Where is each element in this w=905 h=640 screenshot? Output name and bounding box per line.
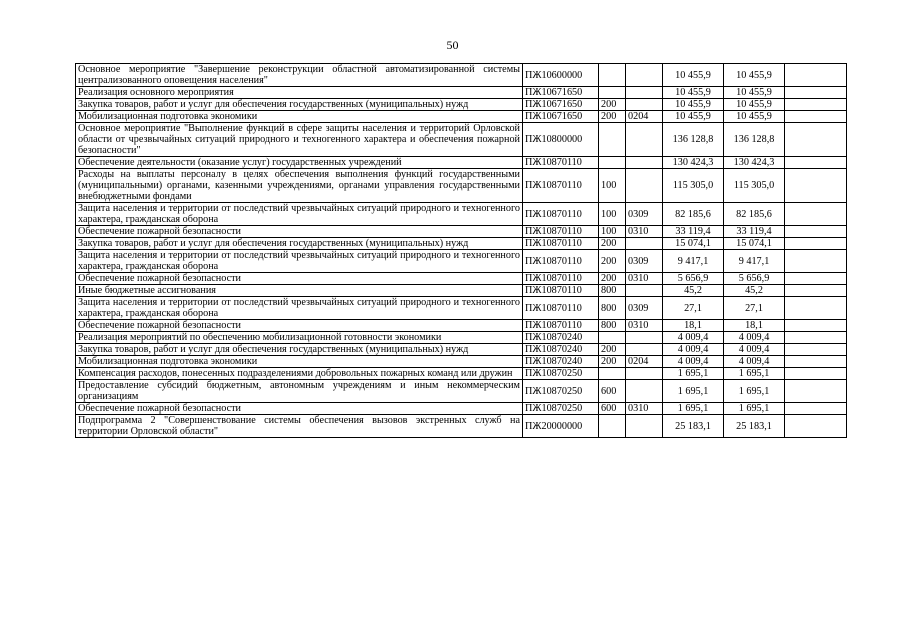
cell-a: 10 455,9 — [663, 99, 724, 111]
cell-name: Компенсация расходов, понесенных подразделениями добровольных пожарных команд или дружин — [76, 368, 523, 380]
cell-b: 136 128,8 — [724, 123, 785, 157]
cell-rz — [626, 99, 663, 111]
cell-vr: 100 — [599, 226, 626, 238]
cell-a: 27,1 — [663, 297, 724, 320]
table-row — [76, 285, 847, 297]
cell-name: Иные бюджетные ассигнования — [76, 285, 523, 297]
cell-name: Мобилизационная подготовка экономики — [76, 111, 523, 123]
cell-name: Защита населения и территории от последствий чрезвычайных ситуаций природного и техногенного характера, гражданская оборона — [76, 250, 523, 273]
cell-code: ПЖ10870110 — [523, 226, 599, 238]
cell-b: 27,1 — [724, 297, 785, 320]
table-row — [76, 273, 847, 285]
cell-a: 4 009,4 — [663, 344, 724, 356]
cell-a: 82 185,6 — [663, 203, 724, 226]
cell-vr: 100 — [599, 203, 626, 226]
cell-code: ПЖ10870110 — [523, 285, 599, 297]
empty-cell — [785, 250, 847, 273]
cell-b: 130 424,3 — [724, 157, 785, 169]
cell-code: ПЖ10800000 — [523, 123, 599, 157]
table-row — [76, 169, 847, 203]
empty-cell — [785, 285, 847, 297]
cell-a: 115 305,0 — [663, 169, 724, 203]
cell-b: 10 455,9 — [724, 111, 785, 123]
cell-a: 25 183,1 — [663, 415, 724, 438]
cell-name: Обеспечение пожарной безопасности — [76, 320, 523, 332]
cell-name: Защита населения и территории от последствий чрезвычайных ситуаций природного и техногенного характера, гражданская оборона — [76, 203, 523, 226]
cell-a: 18,1 — [663, 320, 724, 332]
cell-a: 10 455,9 — [663, 64, 724, 87]
cell-name: Обеспечение пожарной безопасности — [76, 403, 523, 415]
cell-code: ПЖ10870110 — [523, 250, 599, 273]
cell-code: ПЖ20000000 — [523, 415, 599, 438]
cell-vr: 200 — [599, 250, 626, 273]
budget-table-body — [76, 64, 847, 438]
cell-name: Закупка товаров, работ и услуг для обеспечения государственных (муниципальных) нужд — [76, 344, 523, 356]
table-row — [76, 87, 847, 99]
budget-table — [75, 63, 847, 438]
cell-vr: 200 — [599, 238, 626, 250]
cell-b: 4 009,4 — [724, 332, 785, 344]
empty-cell — [785, 169, 847, 203]
cell-a: 4 009,4 — [663, 356, 724, 368]
cell-b: 82 185,6 — [724, 203, 785, 226]
table-row — [76, 250, 847, 273]
cell-name: Расходы на выплаты персоналу в целях обеспечения выполнения функций государственными (муниципальными) органами, казенными учреждениями, органами управления государственными внебюджетными фондами — [76, 169, 523, 203]
cell-rz — [626, 157, 663, 169]
table-row — [76, 226, 847, 238]
cell-rz: 0310 — [626, 273, 663, 285]
empty-cell — [785, 297, 847, 320]
cell-a: 1 695,1 — [663, 368, 724, 380]
empty-cell — [785, 111, 847, 123]
cell-code: ПЖ10870250 — [523, 403, 599, 415]
table-row — [76, 415, 847, 438]
cell-vr: 800 — [599, 297, 626, 320]
cell-b: 10 455,9 — [724, 99, 785, 111]
cell-rz: 0309 — [626, 297, 663, 320]
cell-rz: 0204 — [626, 111, 663, 123]
table-row — [76, 356, 847, 368]
empty-cell — [785, 356, 847, 368]
cell-rz — [626, 415, 663, 438]
cell-rz — [626, 238, 663, 250]
cell-a: 5 656,9 — [663, 273, 724, 285]
cell-b: 25 183,1 — [724, 415, 785, 438]
empty-cell — [785, 415, 847, 438]
cell-vr — [599, 332, 626, 344]
cell-code: ПЖ10870110 — [523, 157, 599, 169]
table-row — [76, 368, 847, 380]
cell-a: 15 074,1 — [663, 238, 724, 250]
cell-a: 33 119,4 — [663, 226, 724, 238]
cell-b: 10 455,9 — [724, 87, 785, 99]
table-row — [76, 99, 847, 111]
table-row — [76, 123, 847, 157]
cell-code: ПЖ10870240 — [523, 356, 599, 368]
cell-b: 9 417,1 — [724, 250, 785, 273]
cell-name: Предоставление субсидий бюджетным, автономным учреждениям и иным некоммерческим организациям — [76, 380, 523, 403]
cell-code: ПЖ10671650 — [523, 111, 599, 123]
cell-rz — [626, 285, 663, 297]
empty-cell — [785, 344, 847, 356]
empty-cell — [785, 368, 847, 380]
cell-rz — [626, 64, 663, 87]
cell-b: 1 695,1 — [724, 403, 785, 415]
table-row — [76, 64, 847, 87]
table-row — [76, 203, 847, 226]
cell-b: 45,2 — [724, 285, 785, 297]
table-row — [76, 344, 847, 356]
cell-name: Закупка товаров, работ и услуг для обеспечения государственных (муниципальных) нужд — [76, 238, 523, 250]
cell-vr: 200 — [599, 99, 626, 111]
cell-b: 4 009,4 — [724, 344, 785, 356]
cell-name: Обеспечение пожарной безопасности — [76, 226, 523, 238]
cell-vr — [599, 64, 626, 87]
cell-name: Основное мероприятие "Завершение реконструкции областной автоматизированной системы централизованного оповещения населения" — [76, 64, 523, 87]
table-row — [76, 380, 847, 403]
cell-name: Защита населения и территории от последствий чрезвычайных ситуаций природного и техногенного характера, гражданская оборона — [76, 297, 523, 320]
cell-rz: 0310 — [626, 403, 663, 415]
cell-a: 45,2 — [663, 285, 724, 297]
empty-cell — [785, 380, 847, 403]
cell-name: Подпрограмма 2 "Совершенствование системы обеспечения вызовов экстренных служб на территории Орловской области" — [76, 415, 523, 438]
empty-cell — [785, 99, 847, 111]
cell-b: 5 656,9 — [724, 273, 785, 285]
cell-name: Основное мероприятие "Выполнение функций в сфере защиты населения и территорий Орловской области от чрезвычайных ситуаций природного и техногенного характера и обеспечения пожарной безопасности" — [76, 123, 523, 157]
cell-vr — [599, 87, 626, 99]
empty-cell — [785, 123, 847, 157]
empty-cell — [785, 403, 847, 415]
table-row — [76, 238, 847, 250]
cell-a: 10 455,9 — [663, 111, 724, 123]
cell-rz: 0309 — [626, 203, 663, 226]
empty-cell — [785, 203, 847, 226]
cell-vr: 200 — [599, 111, 626, 123]
cell-vr: 200 — [599, 273, 626, 285]
cell-code: ПЖ10870240 — [523, 332, 599, 344]
cell-rz: 0204 — [626, 356, 663, 368]
cell-b: 33 119,4 — [724, 226, 785, 238]
cell-code: ПЖ10870110 — [523, 169, 599, 203]
table-row — [76, 157, 847, 169]
cell-vr — [599, 123, 626, 157]
cell-code: ПЖ10870250 — [523, 368, 599, 380]
cell-rz — [626, 123, 663, 157]
cell-rz — [626, 169, 663, 203]
empty-cell — [785, 157, 847, 169]
cell-vr: 600 — [599, 403, 626, 415]
cell-vr: 200 — [599, 356, 626, 368]
cell-rz — [626, 332, 663, 344]
cell-a: 1 695,1 — [663, 380, 724, 403]
cell-vr — [599, 368, 626, 380]
cell-code: ПЖ10870110 — [523, 320, 599, 332]
cell-a: 130 424,3 — [663, 157, 724, 169]
empty-cell — [785, 332, 847, 344]
cell-rz: 0309 — [626, 250, 663, 273]
cell-name: Закупка товаров, работ и услуг для обеспечения государственных (муниципальных) нужд — [76, 99, 523, 111]
cell-vr: 800 — [599, 320, 626, 332]
cell-rz — [626, 380, 663, 403]
empty-cell — [785, 320, 847, 332]
cell-name: Мобилизационная подготовка экономики — [76, 356, 523, 368]
cell-a: 1 695,1 — [663, 403, 724, 415]
empty-cell — [785, 64, 847, 87]
cell-name: Обеспечение деятельности (оказание услуг) государственных учреждений — [76, 157, 523, 169]
table-row — [76, 403, 847, 415]
cell-code: ПЖ10870240 — [523, 344, 599, 356]
empty-cell — [785, 226, 847, 238]
cell-name: Реализация основного мероприятия — [76, 87, 523, 99]
cell-a: 9 417,1 — [663, 250, 724, 273]
cell-b: 15 074,1 — [724, 238, 785, 250]
table-row — [76, 297, 847, 320]
cell-b: 10 455,9 — [724, 64, 785, 87]
cell-code: ПЖ10600000 — [523, 64, 599, 87]
cell-vr: 800 — [599, 285, 626, 297]
cell-a: 10 455,9 — [663, 87, 724, 99]
page-number: 50 — [446, 38, 459, 52]
cell-vr — [599, 157, 626, 169]
empty-cell — [785, 238, 847, 250]
cell-code: ПЖ10671650 — [523, 87, 599, 99]
cell-code: ПЖ10870110 — [523, 203, 599, 226]
cell-rz — [626, 344, 663, 356]
cell-b: 1 695,1 — [724, 368, 785, 380]
cell-name: Обеспечение пожарной безопасности — [76, 273, 523, 285]
cell-code: ПЖ10870110 — [523, 238, 599, 250]
cell-b: 18,1 — [724, 320, 785, 332]
cell-code: ПЖ10870110 — [523, 297, 599, 320]
cell-rz: 0310 — [626, 226, 663, 238]
cell-b: 115 305,0 — [724, 169, 785, 203]
cell-rz — [626, 368, 663, 380]
cell-b: 1 695,1 — [724, 380, 785, 403]
cell-code: ПЖ10870250 — [523, 380, 599, 403]
table-row — [76, 332, 847, 344]
empty-cell — [785, 273, 847, 285]
cell-vr: 100 — [599, 169, 626, 203]
table-row — [76, 320, 847, 332]
cell-a: 136 128,8 — [663, 123, 724, 157]
cell-vr — [599, 415, 626, 438]
cell-vr: 200 — [599, 344, 626, 356]
cell-vr: 600 — [599, 380, 626, 403]
cell-code: ПЖ10870110 — [523, 273, 599, 285]
empty-cell — [785, 87, 847, 99]
table-row — [76, 111, 847, 123]
cell-rz: 0310 — [626, 320, 663, 332]
cell-name: Реализация мероприятий по обеспечению мобилизационной готовности экономики — [76, 332, 523, 344]
cell-a: 4 009,4 — [663, 332, 724, 344]
cell-rz — [626, 87, 663, 99]
cell-code: ПЖ10671650 — [523, 99, 599, 111]
cell-b: 4 009,4 — [724, 356, 785, 368]
